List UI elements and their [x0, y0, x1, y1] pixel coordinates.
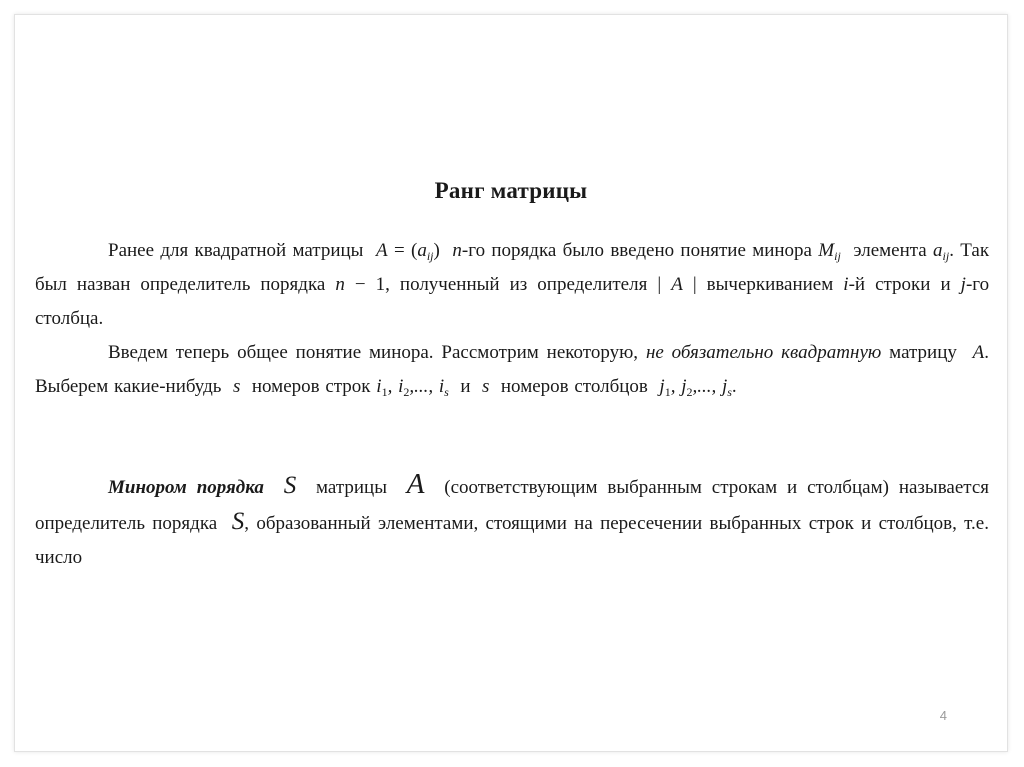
math-A: A: [972, 342, 985, 363]
math-j: j: [960, 274, 966, 295]
page-title: Ранг матрицы: [434, 178, 588, 203]
math-sub: 1: [664, 385, 671, 399]
math-sub: s: [727, 385, 732, 399]
math-S: S: [231, 508, 245, 535]
math-A: A: [406, 468, 425, 500]
math-eq: = (: [387, 240, 418, 261]
text: (соответствующим выбранным строкам и столбцам) называется определитель порядка: [35, 477, 989, 534]
math-sub: 1: [381, 385, 388, 399]
math-a: a: [933, 240, 943, 261]
text: . Так был назван определитель порядка: [35, 240, 990, 295]
text: и: [460, 376, 471, 397]
page-number: 4: [939, 708, 947, 723]
text: , полученный из определителя: [385, 274, 648, 295]
math-paren: ): [433, 240, 440, 261]
math-i: i: [843, 274, 849, 295]
text: Ранее для квадратной матрицы: [108, 240, 364, 261]
math-A: A: [671, 274, 683, 295]
math-rows-sep: , i: [387, 376, 404, 397]
math-s: s: [232, 376, 241, 397]
text: матрицу: [889, 342, 957, 363]
math-sub: 2: [403, 385, 410, 399]
text: матрицы: [315, 477, 387, 498]
math-S: S: [283, 472, 297, 499]
text: элемента: [853, 240, 927, 261]
text: номеров столбцов: [500, 376, 648, 397]
text: . Выберем какие-нибудь: [35, 342, 990, 397]
paragraph-minor-definition: [35, 234, 989, 336]
math-sub: ij: [426, 249, 434, 263]
paragraph-general-minor: [35, 336, 989, 404]
text: .: [731, 376, 737, 397]
math-cols: j: [659, 376, 665, 397]
math-sub: 2: [686, 385, 693, 399]
math-minus-one: − 1: [344, 274, 386, 295]
math-M: M: [818, 240, 835, 261]
text: номеров строк: [251, 376, 371, 397]
math-det-open: |: [657, 274, 672, 295]
math-A: A: [376, 240, 388, 261]
math-rows-sep: ,..., i: [409, 376, 445, 397]
bold-italic-term: Минором порядка: [108, 477, 264, 498]
text: -й строки и: [848, 274, 951, 295]
math-cols-sep: , j: [670, 376, 687, 397]
text: -го столбца.: [35, 274, 990, 329]
text: вычеркиванием: [706, 274, 834, 295]
text: -го порядка было введено понятие минора: [461, 240, 812, 261]
math-a: a: [417, 240, 427, 261]
math-n: n: [452, 240, 462, 261]
paragraph-minor-of-order: [35, 467, 989, 575]
math-sub: s: [444, 385, 449, 399]
italic-text: не обязательно квадратную: [645, 342, 882, 363]
math-n: n: [335, 274, 345, 295]
math-cols-sep: ,..., j: [692, 376, 728, 397]
text: , образованный элементами, стоящими на пересечении выбранных строк и столбцов, т.е. число: [35, 513, 989, 568]
math-s: s: [481, 376, 490, 397]
slide-page: [14, 14, 1008, 752]
math-det-close: |: [682, 274, 697, 295]
math-sub: ij: [834, 249, 841, 263]
text: Введем теперь общее понятие минора. Рассмотрим некоторую,: [108, 342, 639, 363]
math-rows: i: [376, 376, 382, 397]
math-sub: ij: [942, 249, 950, 263]
